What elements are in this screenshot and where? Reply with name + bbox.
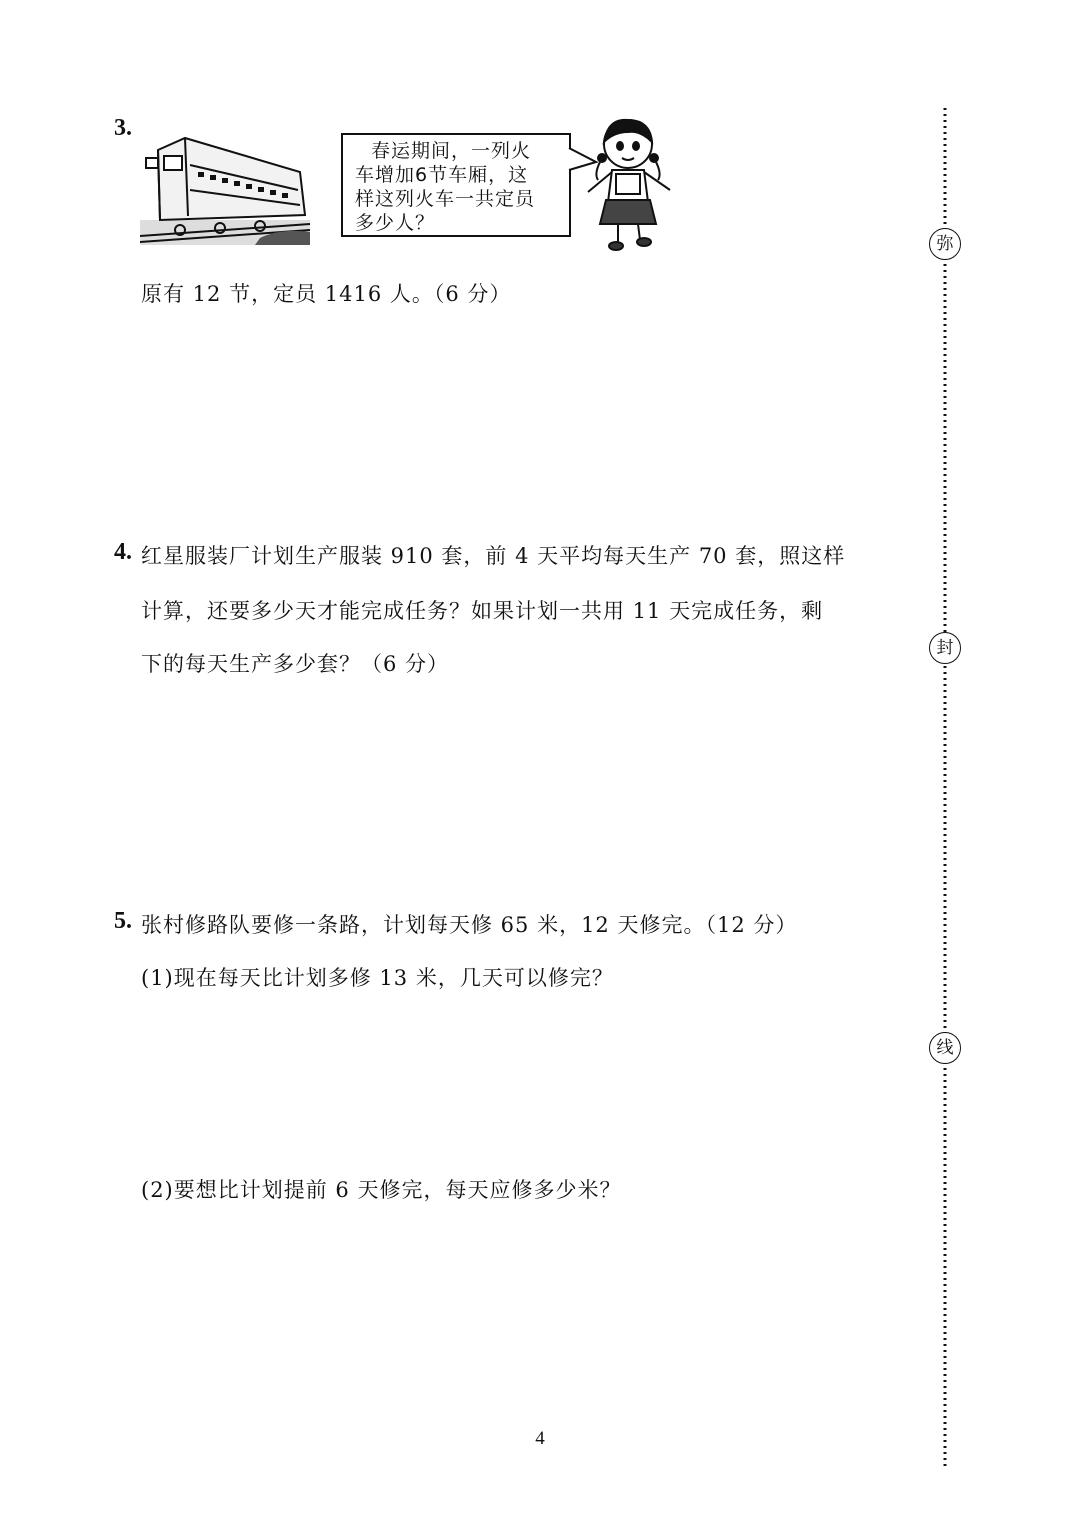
question-4-line-1: 红星服装厂计划生产服装 910 套，前 4 天平均每天生产 70 套，照这样 bbox=[141, 544, 846, 568]
seal-feng: 封 bbox=[929, 632, 961, 664]
train-illustration bbox=[140, 120, 310, 245]
question-5-part-1: (1)现在每天比计划多修 13 米，几天可以修完？ bbox=[141, 966, 614, 990]
girl-illustration bbox=[578, 112, 678, 254]
question-5-text: 张村修路队要修一条路，计划每天修 65 米，12 天修完。（12 分） bbox=[141, 913, 798, 937]
question-4-number: 4. bbox=[114, 539, 132, 565]
question-5-part-2: (2)要想比计划提前 6 天修完，每天应修多少米？ bbox=[141, 1178, 622, 1202]
question-3-text: 原有 12 节，定员 1416 人。（6 分） bbox=[141, 282, 512, 306]
question-3-number: 3. bbox=[114, 115, 132, 141]
speech-bubble bbox=[341, 133, 571, 237]
question-4-line-2: 计算，还要多少天才能完成任务？如果计划一共用 11 天完成任务，剩 bbox=[141, 599, 824, 623]
speech-line: 春运期间，一列火 bbox=[371, 140, 532, 162]
seal-xian: 线 bbox=[929, 1032, 961, 1064]
page-number: 4 bbox=[535, 1428, 545, 1449]
question-4-line-3: 下的每天生产多少套？（6 分） bbox=[141, 652, 450, 676]
speech-line: 样这列火车一共定员 bbox=[355, 188, 536, 210]
speech-line: 多少人？ bbox=[355, 212, 436, 234]
question-5-number: 5. bbox=[114, 908, 132, 934]
speech-line: 车增加6节车厢，这 bbox=[355, 164, 529, 186]
seal-mi: 弥 bbox=[929, 228, 961, 260]
binding-dotted-line bbox=[925, 100, 965, 1480]
